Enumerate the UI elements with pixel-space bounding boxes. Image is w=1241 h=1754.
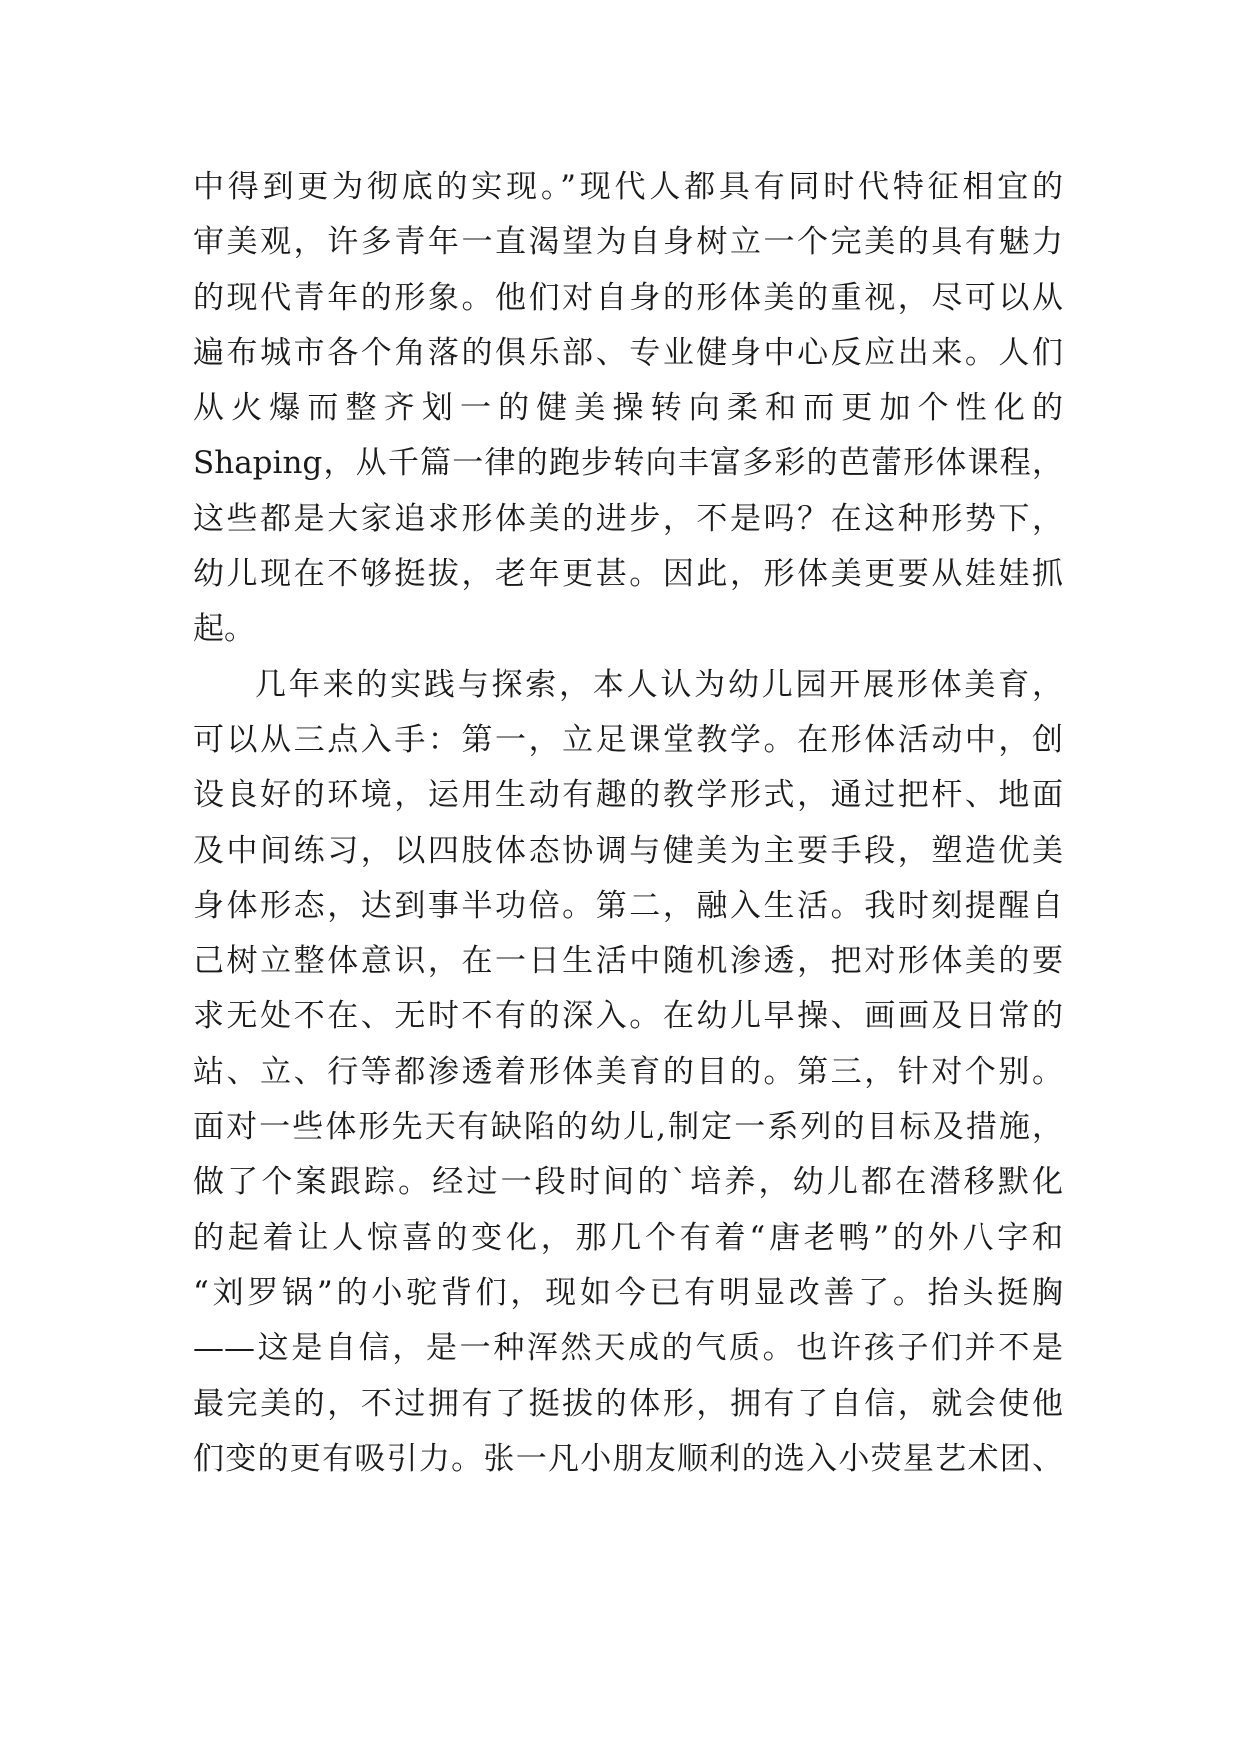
text-line: 身体形态，达到事半功倍。第二，融入生活。我时刻提醒自 — [193, 887, 1063, 924]
text-line: 设良好的环境，运用生动有趣的教学形式，通过把杆、地面 — [193, 777, 1063, 814]
text-line: 做了个案跟踪。经过一段时间的`培养，幼儿都在潜移默化 — [193, 1164, 1063, 1201]
text-line: 站、立、行等都渗透着形体美育的目的。第三，针对个别。 — [193, 1053, 1063, 1090]
text-line: 从火爆而整齐划一的健美操转向柔和而更加个性化的 — [193, 390, 1063, 427]
text-line: 这些都是大家追求形体美的进步，不是吗？在这种形势下， — [193, 500, 1063, 537]
text-line: ——这是自信，是一种浑然天成的气质。也许孩子们并不是 — [193, 1330, 1063, 1367]
text-line: “刘罗锅”的小驼背们，现如今已有明显改善了。抬头挺胸 — [193, 1274, 1063, 1311]
text-line: 的现代青年的形象。他们对自身的形体美的重视，尽可以从 — [193, 279, 1063, 316]
text-line: 审美观，许多青年一直渴望为自身树立一个完美的具有魅力 — [193, 224, 1063, 261]
text-line: Shaping，从千篇一律的跑步转向丰富多彩的芭蕾形体课程， — [193, 445, 1063, 482]
text-line: 及中间练习，以四肢体态协调与健美为主要手段，塑造优美 — [193, 832, 1063, 869]
text-line: 遍布城市各个角落的俱乐部、专业健身中心反应出来。人们 — [193, 334, 1063, 371]
text-line: 中得到更为彻底的实现。”现代人都具有同时代特征相宜的 — [193, 169, 1063, 205]
text-line: 求无处不在、无时不有的深入。在幼儿早操、画画及日常的 — [193, 998, 1063, 1035]
paragraph-1 — [193, 160, 1063, 658]
text-line: 最完美的，不过拥有了挺拔的体形，拥有了自信，就会使他 — [193, 1385, 1063, 1422]
text-line: 面对一些体形先天有缺陷的幼儿,制定一系列的目标及措施， — [193, 1109, 1063, 1146]
text-line: 可以从三点入手：第一，立足课堂教学。在形体活动中，创 — [193, 721, 1063, 758]
text-line: 幼儿现在不够挺拔，老年更甚。因此，形体美更要从娃娃抓 — [193, 556, 1063, 593]
text-line: 起。 — [193, 611, 255, 648]
text-line: 己树立整体意识，在一日生活中随机渗透，把对形体美的要 — [193, 943, 1063, 980]
paragraph-2 — [193, 658, 1063, 1487]
text-line: 的起着让人惊喜的变化，那几个有着“唐老鸭”的外八字和 — [193, 1219, 1063, 1256]
text-line: 们变的更有吸引力。张一凡小朋友顺利的选入小荧星艺术团、 — [193, 1440, 1063, 1477]
body-text — [193, 160, 1063, 1487]
text-line: 几年来的实践与探索，本人认为幼儿园开展形体美育， — [255, 666, 1063, 703]
